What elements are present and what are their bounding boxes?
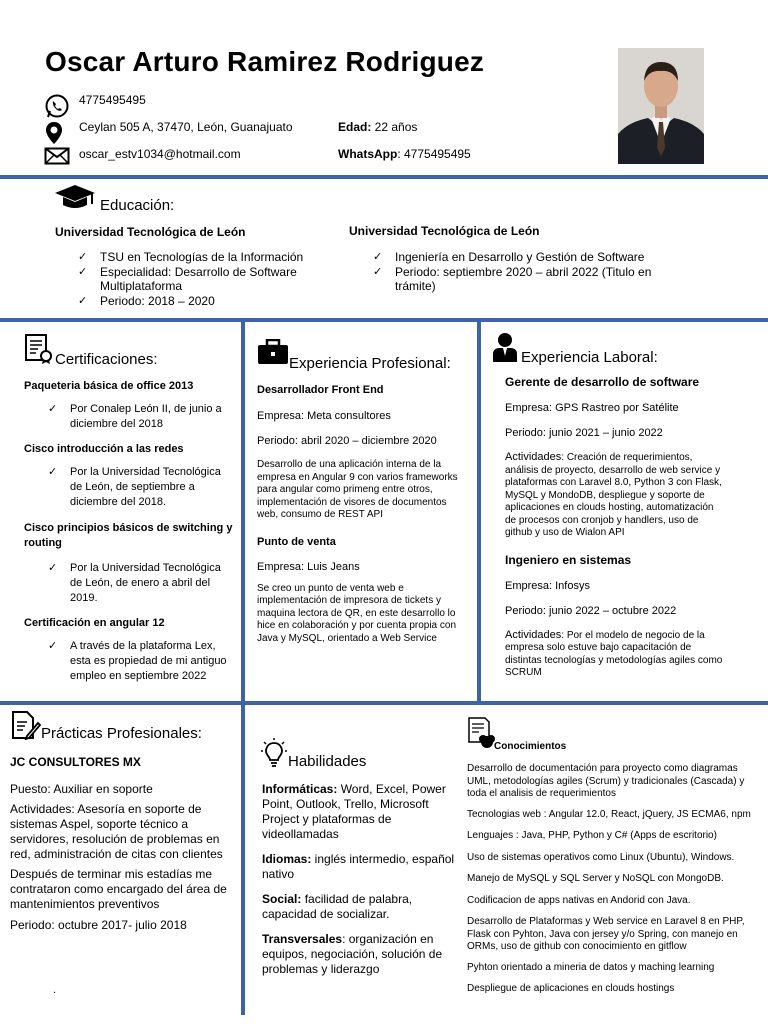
activities-label: Actividades [505, 628, 562, 641]
list-item [78, 294, 318, 308]
job-description: Se creo un punto de venta web e implementación de impresora de tickets y maquina lectora de QR, en este desarrollo lo hice en colaboración y por cuenta propia con Java y MySQL, orientado a Web Service [257, 582, 457, 644]
job-company: Empresa: Luis Jeans [257, 560, 360, 573]
column-divider [241, 322, 245, 702]
certification-detail [24, 639, 236, 684]
certifications-title: Certificaciones: [55, 351, 158, 368]
knowledge-item: Pyhton orientado a mineria de datos y maching learning [467, 961, 715, 973]
list-item-text: TSU en Tecnologías de la Información [100, 250, 304, 264]
certification-detail [24, 402, 236, 432]
job-role: Ingeniero en sistemas [505, 552, 632, 567]
whatsapp-value: : 4775495495 [397, 147, 471, 161]
skill-label: Transversales [262, 932, 343, 946]
activities-text: : Creación de requerimientos, análisis de proyecto, desarrollo de web service y plataformas con Laravel 8.0, Python 3 con Flask, MySQL y MondoDB, despliegue y soporte de aplicaciones en clouds hosting, automatización de procesos con cronjob y handlers, uso de github y uso de Wialon API [505, 452, 722, 538]
skill-item [262, 932, 457, 977]
job-role: Desarrollador Front End [257, 384, 384, 396]
knowledge-list [467, 763, 757, 996]
email-icon [44, 147, 70, 165]
certification-detail [24, 465, 236, 510]
practices-company: JC CONSULTORES MX [10, 755, 141, 769]
skill-label: Idiomas: [262, 852, 312, 866]
knowledge-item: Despliegue de aplicaciones en clouds hostings [467, 983, 675, 994]
certification-detail-text: Por Conalep León II, de junio a diciembre del 2018 [70, 403, 222, 430]
age-field [338, 120, 417, 134]
check-icon: ✓ [48, 640, 58, 652]
job-company: Empresa: Meta consultores [257, 410, 391, 422]
skill-text: facilidad de palabra, capacidad de socializar. [262, 892, 413, 921]
list-item-text: Ingeniería en Desarrollo y Gestión de Software [395, 250, 645, 264]
education-school-left: Universidad Tecnológica de León [55, 225, 246, 239]
profile-photo [618, 48, 704, 164]
document-pen-icon [11, 710, 41, 740]
column-divider [241, 705, 245, 1015]
skill-text: Word, Excel, Power Point, Outlook, Trello, Microsoft Project y plataformas de videollamadas [262, 782, 446, 841]
certification-detail-text: A través de la plataforma Lex, esta es propiedad de mi antiguo empleo en septiembre 2022 [70, 640, 227, 682]
skill-item [262, 892, 457, 922]
knowledge-title: Conocimientos [494, 741, 567, 752]
skill-item [262, 852, 457, 882]
education-school-right: Universidad Tecnológica de León [349, 224, 540, 238]
graduation-cap-icon [54, 184, 96, 210]
certification-detail-text: Por la Universidad Tecnológica de León, de septiembre a diciembre del 2018. [70, 466, 221, 508]
certification-name: Cisco principios básicos de switching y routing [24, 522, 233, 549]
briefcase-icon [257, 339, 289, 365]
address-text: Ceylan 505 A, 37470, León, Guanajuato [79, 120, 293, 134]
check-icon: ✓ [48, 466, 58, 478]
certificate-icon [24, 333, 54, 365]
profile-photo-image [618, 48, 704, 164]
job-period: Periodo: junio 2022 – octubre 2022 [505, 604, 677, 617]
knowledge-item: Tecnologias web : Angular 12.0, React, jQuery, JS ECMA6, npm [467, 808, 751, 820]
practices-content [10, 755, 235, 932]
knowledge-item: Codificacion de apps nativas en Andorid con Java. [467, 894, 691, 906]
check-icon: ✓ [48, 403, 58, 415]
check-icon: ✓ [373, 251, 383, 263]
knowledge-item: Uso de sistemas operativos como Linux (Ubuntu), Windows. [467, 851, 735, 863]
education-list-right [373, 250, 673, 293]
whatsapp-label: WhatsApp [338, 147, 398, 161]
certification-detail-text: Por la Universidad Tecnológica de León, de enero a abril del 2019. [70, 562, 221, 604]
job-activities [505, 629, 723, 680]
job-period: Periodo: junio 2021 – junio 2022 [505, 427, 663, 439]
practices-activities: Actividades: Asesoría en soporte de sistemas Aspel, soporte técnico a servidores, resolución de problemas en red, administración de citas con clientes [10, 802, 223, 861]
whatsapp-field [338, 147, 471, 161]
education-list-left [78, 250, 318, 308]
certification-name: Cisco introducción a las redes [24, 443, 184, 455]
skill-text: inglés intermedio, español nativo [262, 852, 455, 881]
list-item [78, 250, 318, 264]
activities-text: : Por el modelo de negocio de la empresa solo estuve bajo capacitación de distintas tecnologías y metodologías agiles como SCRUM [505, 629, 723, 678]
age-label: Edad: [338, 120, 372, 134]
skill-label: Informáticas: [262, 782, 338, 796]
lightbulb-icon [261, 738, 287, 768]
email-text: oscar_estv1034@hotmail.com [79, 147, 241, 161]
practices-position: Puesto: Auxiliar en soporte [10, 782, 153, 796]
location-icon [44, 121, 64, 147]
education-title: Educación: [100, 197, 175, 214]
skills-title: Habilidades [288, 753, 367, 770]
check-icon: ✓ [373, 266, 383, 278]
skill-item [262, 782, 457, 842]
knowledge-item: Lenguajes : Java, PHP, Python y C# (Apps de escritorio) [467, 830, 717, 841]
job-role: Gerente de desarrollo de software [505, 375, 700, 389]
practices-title: Prácticas Profesionales: [41, 725, 202, 742]
certifications-list [24, 380, 236, 684]
job-description: Desarrollo de una aplicación interna de la empresa en Angular 9 con varios frameworks para angular como primeng entre otros, implementación de visores de documentos web, consumo de REST API [257, 459, 458, 520]
certification-name: Certificación en angular 12 [24, 617, 165, 629]
divider-education [0, 318, 768, 322]
knowledge-item: Manejo de MySQL y SQL Server y NoSQL con MongoDB. [467, 873, 724, 884]
divider-experience [0, 701, 768, 705]
certification-detail [24, 561, 236, 606]
practices-period: Periodo: octubre 2017- julio 2018 [10, 918, 187, 932]
phone-text: 4775495495 [79, 93, 146, 107]
check-icon: ✓ [48, 562, 58, 574]
job-activities [505, 451, 723, 540]
activities-label: Actividades [505, 451, 562, 463]
check-icon: ✓ [78, 251, 88, 263]
candidate-name: Oscar Arturo Ramirez Rodriguez [45, 46, 485, 77]
divider-header [0, 175, 768, 179]
list-item [373, 265, 673, 293]
age-value: 22 años [371, 120, 418, 134]
professional-title: Experiencia Profesional: [289, 355, 451, 372]
knowledge-item: Desarrollo de Plataformas y Web service en Laravel 8 en PHP, Flask con Pyhton, Java con jersey y/o Spring, con manejo en ORMs, uso de github con conocimiento en gitflow [467, 916, 745, 952]
stray-dot: . [53, 984, 57, 996]
work-list [505, 375, 723, 680]
list-item-text: Especialidad: Desarrollo de Software Multiplataforma [100, 265, 297, 293]
check-icon: ✓ [78, 266, 88, 278]
job-role: Punto de venta [257, 535, 336, 548]
check-icon: ✓ [78, 295, 88, 307]
user-icon [492, 332, 518, 362]
job-company: Empresa: GPS Rastreo por Satélite [505, 402, 679, 414]
column-divider [477, 322, 481, 702]
skills-list [262, 782, 457, 977]
skill-text: : organización en equipos, negociación, solución de problemas y liderazgo [262, 932, 443, 976]
job-company: Empresa: Infosys [505, 579, 590, 592]
job-period: Periodo: abril 2020 – diciembre 2020 [257, 435, 437, 447]
professional-list [257, 384, 462, 645]
practices-after: Después de terminar mis estadías me contrataron como encargado del área de mantenimientos preventivos [10, 867, 227, 911]
knowledge-item: Desarrollo de documentación para proyecto como diagramas UML, metodologías agiles (Scrum) y tradicionales (Cascada) y toda el analisis de requerimientos [467, 763, 745, 799]
list-item-text: Periodo: septiembre 2020 – abril 2022 (Titulo en trámite) [395, 265, 652, 293]
work-title: Experiencia Laboral: [521, 349, 658, 366]
list-item [78, 265, 318, 293]
brain-document-icon [467, 716, 497, 750]
certification-name: Paqueteria básica de office 2013 [24, 380, 194, 392]
list-item-text: Periodo: 2018 – 2020 [100, 294, 215, 308]
whatsapp-icon [44, 93, 70, 119]
list-item [373, 250, 673, 264]
skill-label: Social: [262, 892, 302, 906]
